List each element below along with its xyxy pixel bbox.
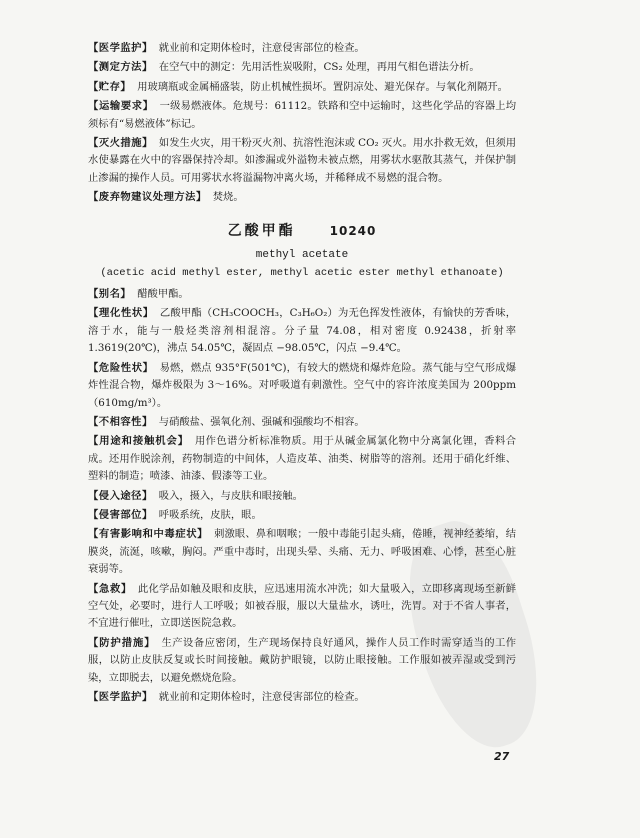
- entry-text: 吸入，摄入，与皮肤和眼接触。: [158, 489, 303, 502]
- entry-label: 【急救】: [88, 582, 133, 595]
- entry-paragraph: [88, 507, 516, 524]
- entry-label: 【贮存】: [88, 80, 132, 93]
- entry-paragraph: [88, 305, 516, 357]
- entry-text: 就业前和定期体检时，注意侵害部位的检查。: [158, 42, 365, 54]
- english-name: methyl acetate: [255, 249, 349, 262]
- entry-label: 【有害影响和中毒症状】: [88, 528, 209, 541]
- entry-label: 【运输要求】: [88, 100, 154, 113]
- entry-paragraph: [88, 581, 516, 633]
- entry-text: 在空气中的测定：先用活性炭吸附，CS₂ 处理，再用气相色谱法分析。: [158, 61, 480, 74]
- entry-label: 【灭火措施】: [88, 137, 153, 150]
- entry-label: 【测定方法】: [88, 61, 153, 74]
- entry-paragraph: [88, 79, 516, 96]
- entry-label: 【医学监护】: [88, 42, 153, 54]
- entry-text: 醋酸甲酯。: [137, 288, 189, 301]
- entry-paragraph: [88, 59, 516, 76]
- entry-label: 【用途和接触机会】: [88, 435, 189, 448]
- entry-text: 生产设备应密闭，生产现场保持良好通风，操作人员工作时需穿适当的工作服，以防止皮肤反复或长时间接触。戴防护眼镜，以防止眼接触。工作服如被弄湿或受到污染，立即脱去，以避免燃烧危险。: [88, 636, 517, 684]
- entry-paragraph: [88, 635, 516, 687]
- entry-text: 如发生火灾，用干粉灭火剂、抗溶性泡沫或 CO₂ 灭火。用水扑救无效，但须用水使暴露在火中的容器保持冷却。如渗漏或外溢物未被点燃，用雾状水驱散其蒸气，并保护制止渗漏的操作人员。可用雾状水将溢漏物冲离火场，并稀释成不易燃的混合物。: [88, 137, 517, 184]
- entry-paragraph: [88, 360, 516, 412]
- entry-label: 【不相容性】: [88, 415, 153, 428]
- entry-text: 乙酸甲酯（CH₃COOCH₃，C₃H₆O₂）为无色挥发性液体，有愉快的芳香味，溶于水，能与一般烃类溶剂相混溶。分子量 74.08，相对密度 0.92438，折射率 1.3619(20℃)，沸点 54.05℃，凝固点 −98.05℃，闪点 −9.4℃。: [88, 307, 517, 355]
- entry-label: 【防护措施】: [88, 636, 156, 649]
- entry-label: 【理化性状】: [88, 307, 154, 320]
- entry-text: 呼吸系统，皮肤，眼。: [158, 508, 262, 521]
- previous-entry-section: [88, 40, 516, 207]
- entry-label: 【危险性状】: [88, 361, 154, 374]
- entry-text: 用作色谱分析标准物质。用于从碱金属氯化物中分离氯化锂，香料合成。还用作脱涂剂，药物制造的中间体，人造皮革、油类、树脂等的溶剂。还用于硝化纤维、塑料的制造；喷漆、油漆、假漆等工业。: [88, 435, 517, 483]
- entry-text: 焚烧。: [212, 191, 244, 204]
- entry-label: 【侵入途径】: [88, 489, 153, 502]
- entry-paragraph: [88, 286, 516, 303]
- english-synonyms: (acetic acid methyl ester, methyl acetic ester methyl ethanoate): [100, 267, 504, 280]
- entry-text: 易燃，燃点 935°F(501℃)，有较大的燃烧和爆炸危险。蒸气能与空气形成爆炸性混合物，爆炸极限为 3～16%。对呼吸道有刺激性。空气中的容许浓度美国为 200ppm（610mg/m³）。: [88, 361, 516, 409]
- entry-paragraph: [88, 526, 516, 578]
- entry-paragraph: [88, 135, 516, 187]
- entry-text: 一级易燃液体。危规号：61112。铁路和空中运输时，这些化学品的容器上均须标有“易燃液体”标记。: [88, 100, 516, 130]
- entry-label: 【侵害部位】: [88, 508, 153, 521]
- entry-paragraph: [88, 40, 516, 57]
- entry-text: 用玻璃瓶或金属桶盛装，防止机械性损坏。置阴凉处、避光保存。与氧化剂隔开。: [137, 80, 508, 93]
- entry-text: 此化学品如触及眼和皮肤，应迅速用流水冲洗；如大量吸入，立即移离现场至新鲜空气处，必要时，进行人工呼吸；如被吞服，服以大量盐水，诱吐，洗胃。对于不省人事者，不宜进行催吐，立即送医院急救。: [88, 582, 517, 630]
- compound-entry-section: [88, 286, 516, 706]
- page-number: 27: [494, 750, 510, 763]
- entry-paragraph: [88, 689, 516, 706]
- entry-label: 【废弃物建议处理方法】: [88, 191, 207, 204]
- entry-text: 刺激眼、鼻和咽喉；一般中毒能引起头痛，倦睡，视神经萎缩，结膜炎，流涎，咳嗽，胸闷。严重中毒时，出现头晕、头痛、无力、呼吸困难、心悸，甚至心脏衰弱等。: [88, 528, 517, 576]
- compound-heading: [88, 223, 516, 240]
- compound-title: 乙酸甲酯: [227, 222, 296, 239]
- page-content: [88, 40, 516, 708]
- entry-label: 【别名】: [88, 288, 132, 301]
- entry-paragraph: [88, 98, 516, 133]
- entry-paragraph: [88, 189, 516, 206]
- entry-paragraph: [88, 414, 516, 431]
- compound-code: 10240: [329, 223, 377, 238]
- entry-paragraph: [88, 433, 516, 485]
- entry-label: 【医学监护】: [88, 691, 153, 703]
- entry-text: 与硝酸盐、强氧化剂、强碱和强酸均不相容。: [158, 415, 365, 428]
- entry-paragraph: [88, 488, 516, 505]
- entry-text: 就业前和定期体检时，注意侵害部位的检查。: [158, 691, 365, 703]
